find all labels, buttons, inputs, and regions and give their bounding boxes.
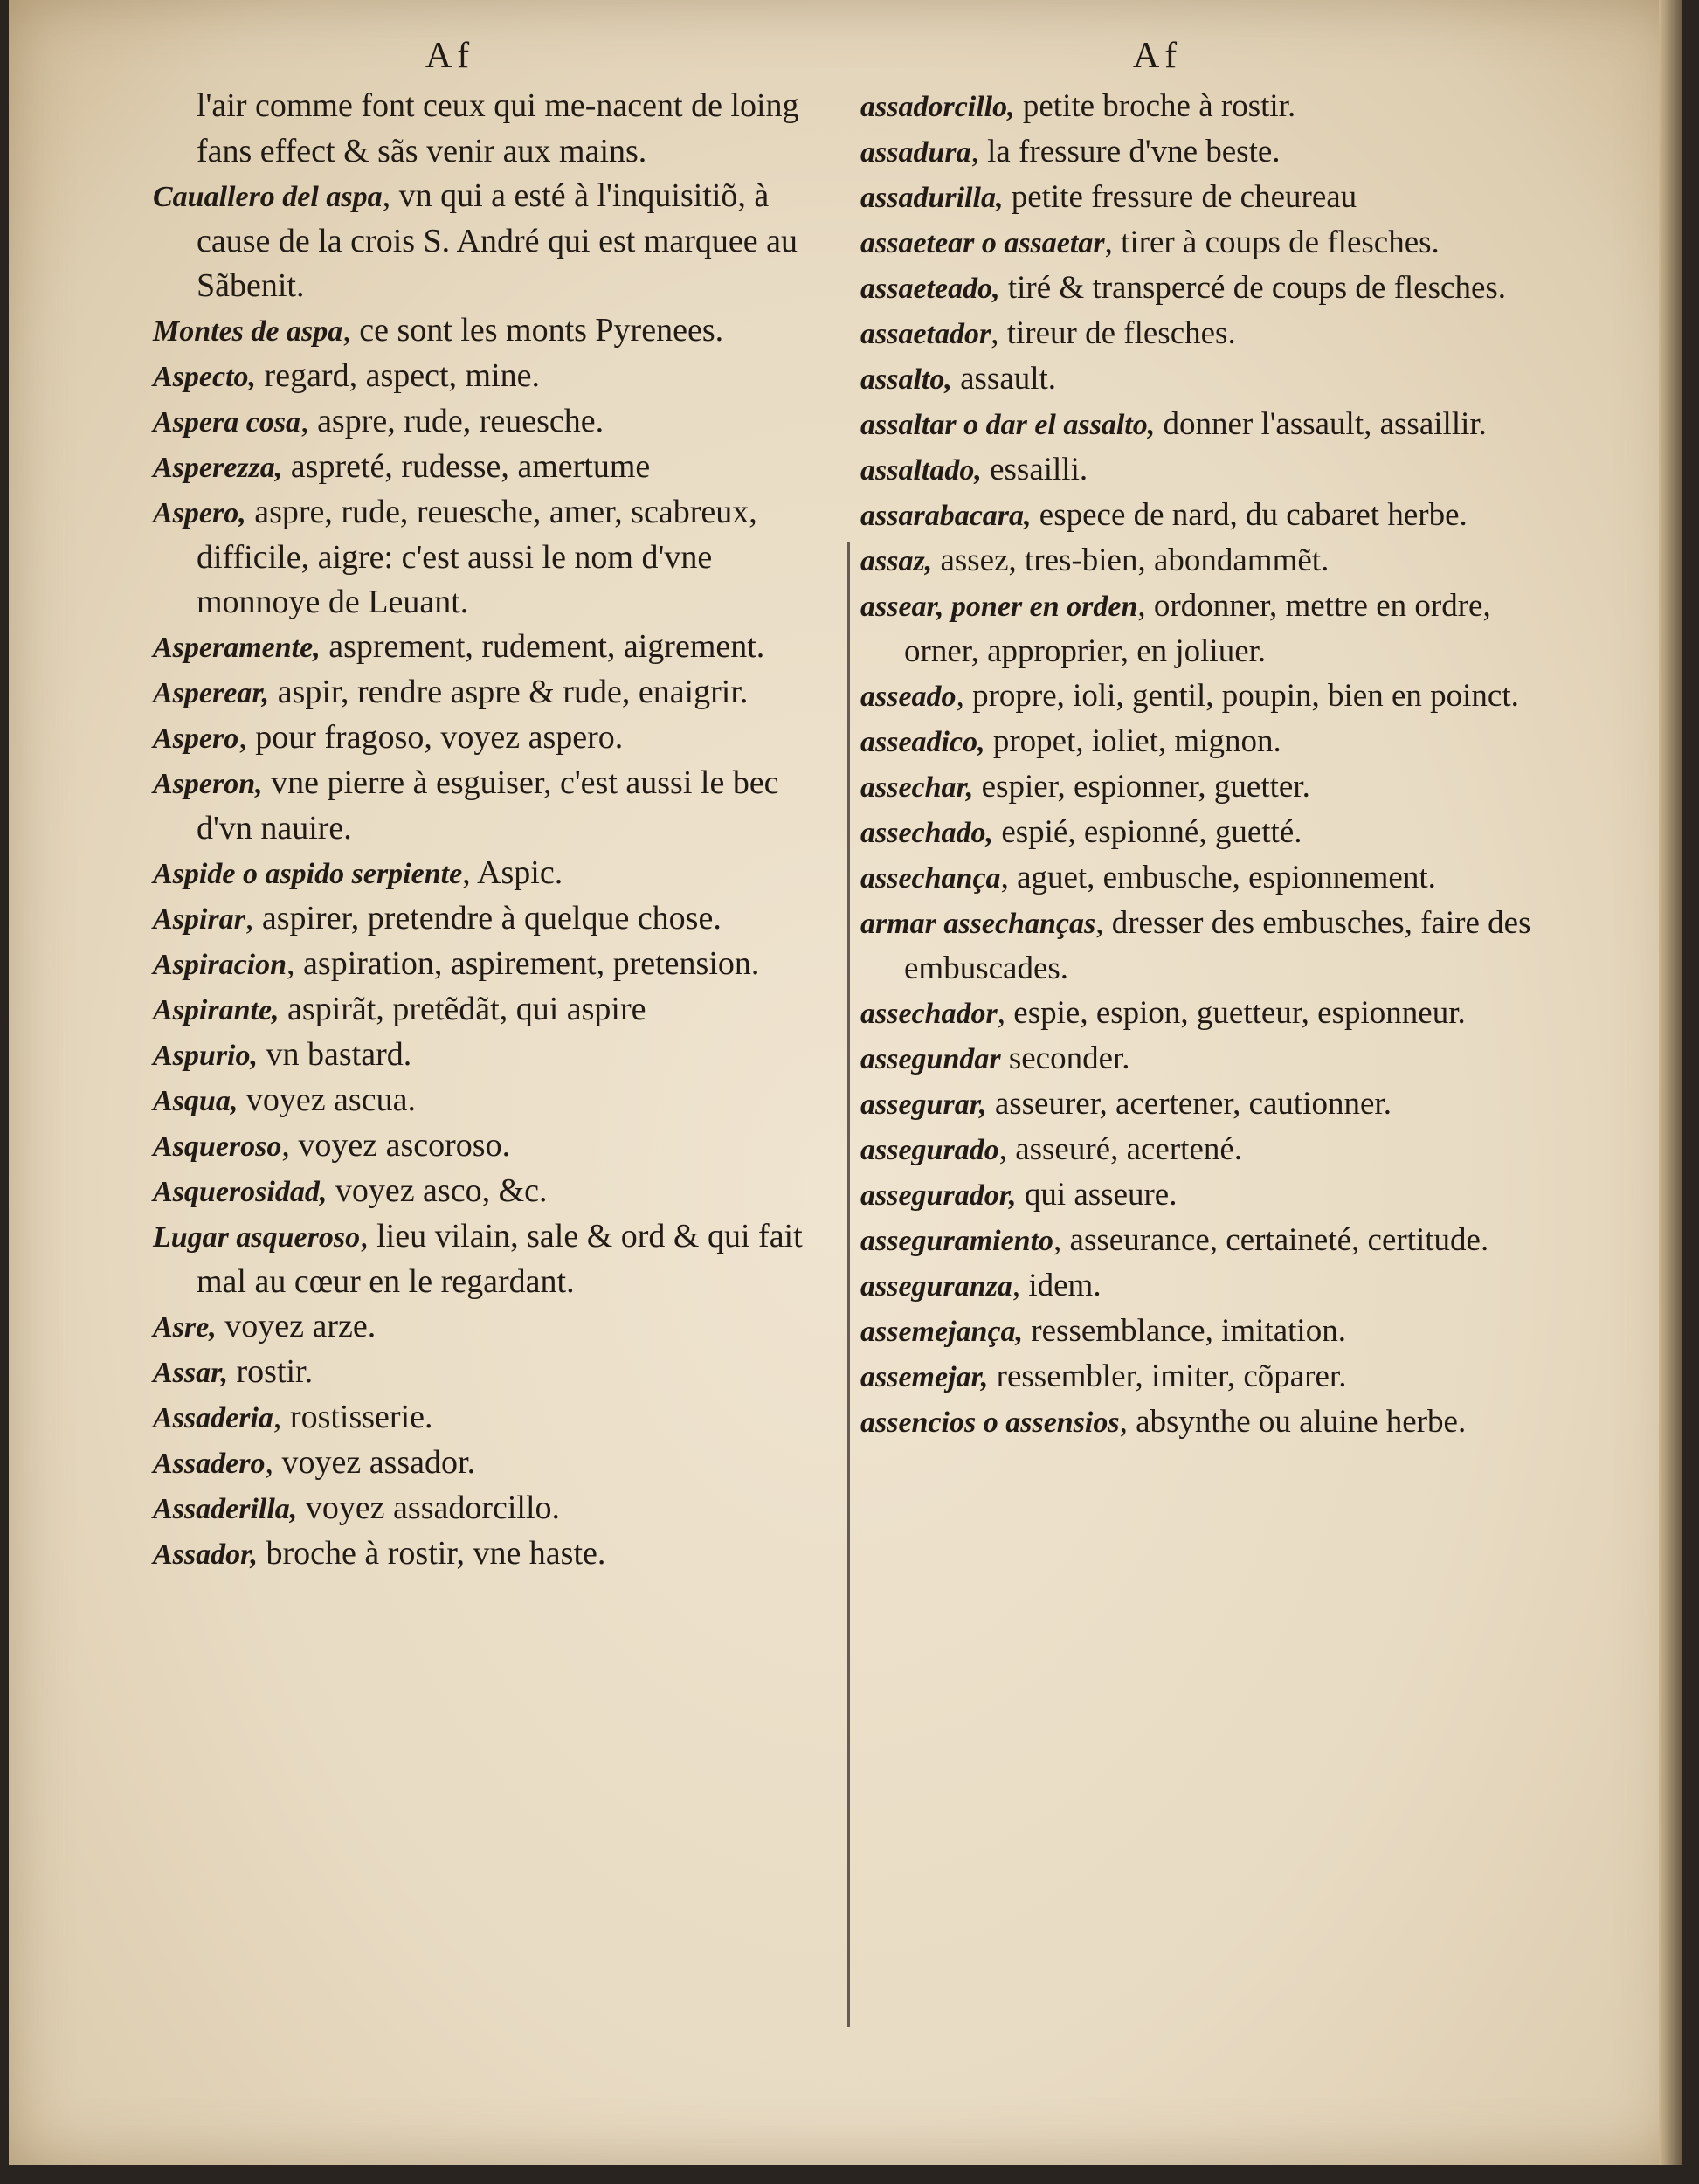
- running-head-right: Af: [1132, 36, 1183, 76]
- entry-definition: , aspre, rude, reuesche.: [300, 403, 604, 439]
- entry-definition: qui asseure.: [1016, 1177, 1178, 1213]
- entry-headword: Asperamente,: [153, 632, 321, 664]
- entry-headword: assegundar: [860, 1043, 1001, 1075]
- entry-headword: Aspecto,: [153, 361, 257, 393]
- entry-headword: assechador: [860, 998, 998, 1030]
- dictionary-entry: [153, 1304, 825, 1350]
- dictionary-entry: [860, 901, 1559, 991]
- left-column: [153, 35, 825, 1577]
- dictionary-entry: [860, 447, 1559, 493]
- entry-headword: assear, poner en orden: [860, 591, 1138, 623]
- entry-definition: rostir.: [228, 1353, 314, 1390]
- entry-definition: , voyez assador.: [265, 1444, 476, 1481]
- entry-definition: propet, ioliet, mignon.: [984, 723, 1281, 759]
- dictionary-entry: [860, 356, 1559, 402]
- entry-headword: Lugar asqueroso: [153, 1221, 361, 1254]
- dictionary-entry: [860, 1400, 1559, 1445]
- entry-headword: asseado: [860, 681, 957, 713]
- entry-definition: vne pierre à esguiser, c'est aussi le bec d'vn nauire.: [197, 764, 779, 847]
- entry-definition: , vn qui a esté à l'inquisitiõ, à cause de la crois S. André qui est marquee au Sãbenit.: [197, 177, 798, 304]
- entry-headword: assadurilla,: [860, 182, 1004, 214]
- entry-headword: assaltar o dar el assalto,: [860, 409, 1156, 441]
- dictionary-entry: [860, 129, 1559, 175]
- entry-definition: , tirer à coups de flesches.: [1104, 225, 1440, 260]
- entry-definition: voyez ascua.: [238, 1082, 416, 1118]
- entry-headword: Assaderia: [153, 1402, 273, 1434]
- dictionary-entry: [860, 493, 1559, 538]
- entry-headword: armar assechanças: [860, 908, 1096, 940]
- entry-headword: Aspero: [153, 722, 239, 755]
- entry-headword: Assador,: [153, 1538, 258, 1571]
- dictionary-entry: [860, 1354, 1559, 1400]
- entry-headword: assadura: [860, 136, 971, 169]
- entry-definition: , asseurance, certaineté, certitude.: [1053, 1222, 1489, 1258]
- entry-headword: Asre,: [153, 1311, 217, 1344]
- entry-definition: aspreté, rudesse, amertume: [282, 448, 651, 485]
- entry-headword: Asperon,: [153, 768, 263, 800]
- entry-definition: voyez assadorcillo.: [297, 1489, 561, 1526]
- entry-definition: essailli.: [981, 452, 1088, 487]
- entry-definition: voyez arze.: [216, 1308, 376, 1344]
- entry-definition: ressemblance, imitation.: [1023, 1313, 1346, 1349]
- dictionary-entry: [153, 1486, 825, 1531]
- dictionary-entry: [153, 84, 825, 174]
- dictionary-entry: [860, 1218, 1559, 1263]
- entry-definition: espier, espionner, guetter.: [973, 769, 1310, 805]
- entry-definition: , aguet, embusche, espionnement.: [1000, 860, 1436, 895]
- dictionary-entry: [860, 311, 1559, 356]
- entry-headword: assemejar,: [860, 1361, 989, 1393]
- dictionary-entry: [153, 761, 825, 851]
- dictionary-entry: [860, 855, 1559, 901]
- entry-definition: , dresser des embusches, faire des embuscades.: [904, 905, 1531, 986]
- dictionary-entry: [153, 1214, 825, 1304]
- entry-headword: Aspero,: [153, 497, 246, 529]
- dictionary-entry: [860, 1309, 1559, 1354]
- entry-definition: aspirãt, pretẽdãt, qui aspire: [279, 991, 646, 1027]
- entry-definition: , idem.: [1012, 1268, 1102, 1303]
- entry-definition: tiré & transpercé de coups de flesches.: [999, 270, 1507, 306]
- entry-headword: assechar,: [860, 771, 974, 804]
- entry-headword: assegurado: [860, 1134, 999, 1166]
- dictionary-entry: [153, 896, 825, 942]
- entry-definition: , voyez ascoroso.: [281, 1127, 511, 1164]
- dictionary-entry: [153, 174, 825, 308]
- dictionary-entry: [860, 84, 1559, 129]
- entry-definition: , aspiration, aspirement, pretension.: [287, 945, 760, 982]
- entry-headword: Montes de aspa: [153, 315, 343, 348]
- dictionary-entry: [860, 402, 1559, 447]
- dictionary-entry: [153, 445, 825, 490]
- entry-definition: , ordonner, mettre en ordre, orner, approprier, en joliuer.: [904, 588, 1491, 669]
- entry-headword: assechança: [860, 862, 1001, 895]
- dictionary-entry: [153, 1441, 825, 1486]
- dictionary-entry: [860, 764, 1559, 810]
- dictionary-entry: [860, 266, 1559, 311]
- entry-definition: , ce sont les monts Pyrenees.: [342, 312, 724, 349]
- dictionary-entry: [153, 851, 825, 896]
- entry-definition: ressembler, imiter, cõparer.: [988, 1358, 1347, 1394]
- entry-definition: , asseuré, acertené.: [998, 1131, 1243, 1167]
- dictionary-entry: [153, 987, 825, 1033]
- entry-headword: assaltado,: [860, 454, 982, 487]
- entry-definition: donner l'assault, assaillir.: [1155, 406, 1487, 442]
- entry-headword: Aspirar: [153, 903, 245, 936]
- entry-definition: , tireur de flesches.: [991, 315, 1236, 351]
- entry-definition: , lieu vilain, sale & ord & qui fait mal au cœur en le regardant.: [197, 1218, 803, 1300]
- entry-definition: petite broche à rostir.: [1014, 88, 1296, 124]
- entry-headword: assegurador,: [860, 1179, 1017, 1212]
- entry-definition: , aspirer, pretendre à quelque chose.: [245, 900, 722, 936]
- entry-definition: , la fressure d'vne beste.: [970, 134, 1281, 169]
- dictionary-entry: [860, 584, 1559, 674]
- dictionary-entry: [153, 715, 825, 761]
- dictionary-page: [9, 0, 1682, 2165]
- entry-headword: assadorcillo,: [860, 91, 1015, 123]
- entry-definition: espece de nard, du cabaret herbe.: [1031, 497, 1468, 533]
- dictionary-entry: [153, 1123, 825, 1169]
- entry-headword: assaetador: [860, 318, 991, 350]
- entry-definition: assault.: [951, 361, 1057, 397]
- entry-headword: assaeteado,: [860, 273, 1000, 305]
- dictionary-entry: [860, 1082, 1559, 1127]
- entry-definition: , absynthe ou aluine herbe.: [1119, 1404, 1467, 1440]
- column-divider: [847, 542, 850, 2027]
- right-entries: [860, 84, 1559, 1445]
- entry-headword: Asqua,: [153, 1085, 238, 1117]
- entry-headword: Aspurio,: [153, 1040, 258, 1072]
- dictionary-entry: [153, 1078, 825, 1123]
- entry-definition: , propre, ioli, gentil, poupin, bien en poinct.: [956, 678, 1519, 714]
- entry-definition: aspir, rendre aspre & rude, enaigrir.: [269, 674, 749, 710]
- dictionary-entry: [860, 810, 1559, 855]
- entry-headword: Cauallero del aspa: [153, 181, 383, 213]
- entry-headword: asseguramiento: [860, 1225, 1054, 1257]
- entry-headword: assaz,: [860, 545, 933, 577]
- page-edge: [1659, 0, 1682, 2165]
- dictionary-entry: [153, 308, 825, 354]
- entry-definition: espié, espionné, guetté.: [993, 814, 1302, 850]
- entry-definition: , espie, espion, guetteur, espionneur.: [997, 995, 1466, 1031]
- entry-headword: Assar,: [153, 1357, 228, 1389]
- running-head-left: Af: [425, 36, 475, 76]
- entry-headword: assechado,: [860, 817, 994, 849]
- entry-definition: , Aspic.: [462, 854, 563, 891]
- entry-headword: Asqueroso: [153, 1130, 282, 1163]
- dictionary-entry: [860, 1127, 1559, 1172]
- entry-headword: assarabacara,: [860, 500, 1032, 532]
- dictionary-entry: [860, 175, 1559, 220]
- dictionary-entry: [860, 1172, 1559, 1218]
- dictionary-entry: [153, 942, 825, 987]
- dictionary-entry: [153, 625, 825, 670]
- entry-headword: Aspide o aspido serpiente: [153, 858, 463, 890]
- dictionary-entry: [860, 1036, 1559, 1082]
- dictionary-entry: [860, 1263, 1559, 1309]
- entry-headword: assencios o assensios: [860, 1406, 1120, 1439]
- dictionary-entry: [153, 399, 825, 445]
- dictionary-entry: [860, 220, 1559, 266]
- entry-definition: assez, tres-bien, abondammẽt.: [932, 543, 1330, 578]
- entry-definition: petite fressure de cheureau: [1003, 179, 1357, 215]
- entry-definition: vn bastard.: [258, 1036, 412, 1073]
- entry-definition: voyez asco, &c.: [327, 1172, 548, 1209]
- entry-definition: aspre, rude, reuesche, amer, scabreux, difficile, aigre: c'est aussi le nom d'vne monnoye de Leuant.: [197, 494, 757, 620]
- entry-headword: Aspera cosa: [153, 406, 301, 439]
- dictionary-entry: [153, 670, 825, 715]
- entry-headword: asseguranza: [860, 1270, 1012, 1303]
- entry-headword: assemejança,: [860, 1316, 1024, 1348]
- entry-headword: Aspirante,: [153, 994, 280, 1026]
- entry-headword: assalto,: [860, 363, 952, 396]
- dictionary-entry: [860, 538, 1559, 584]
- entry-definition: broche à rostir, vne haste.: [258, 1535, 606, 1572]
- dictionary-entry: [860, 674, 1559, 719]
- entry-headword: Asquerosidad,: [153, 1176, 328, 1208]
- entry-headword: assegurar,: [860, 1089, 987, 1121]
- entry-headword: Assaderilla,: [153, 1493, 298, 1525]
- dictionary-entry: [153, 1531, 825, 1577]
- dictionary-entry: [153, 1350, 825, 1395]
- entry-headword: asseadico,: [860, 726, 985, 758]
- dictionary-entry: [153, 490, 825, 625]
- entry-headword: assaetear o assaetar: [860, 227, 1105, 259]
- dictionary-entry: [860, 991, 1559, 1036]
- left-entries: [153, 84, 825, 1577]
- dictionary-entry: [153, 1033, 825, 1078]
- entry-definition: , pour fragoso, voyez aspero.: [238, 719, 624, 756]
- entry-definition: seconder.: [1000, 1040, 1130, 1076]
- right-column: [860, 35, 1559, 1445]
- entry-definition: asprement, rudement, aigrement.: [320, 628, 765, 665]
- entry-definition: l'air comme font ceux qui me-nacent de loing fans effect & sãs venir aux mains.: [197, 87, 799, 169]
- entry-definition: , rostisserie.: [273, 1399, 433, 1435]
- entry-headword: Assadero: [153, 1448, 266, 1480]
- entry-headword: Aspiracion: [153, 949, 287, 981]
- entry-headword: Asperear,: [153, 677, 270, 709]
- dictionary-entry: [153, 1169, 825, 1214]
- dictionary-entry: [153, 354, 825, 399]
- dictionary-entry: [153, 1395, 825, 1441]
- entry-definition: regard, aspect, mine.: [256, 357, 541, 394]
- dictionary-entry: [860, 719, 1559, 764]
- entry-headword: Asperezza,: [153, 452, 283, 484]
- entry-definition: asseurer, acertener, cautionner.: [986, 1086, 1392, 1122]
